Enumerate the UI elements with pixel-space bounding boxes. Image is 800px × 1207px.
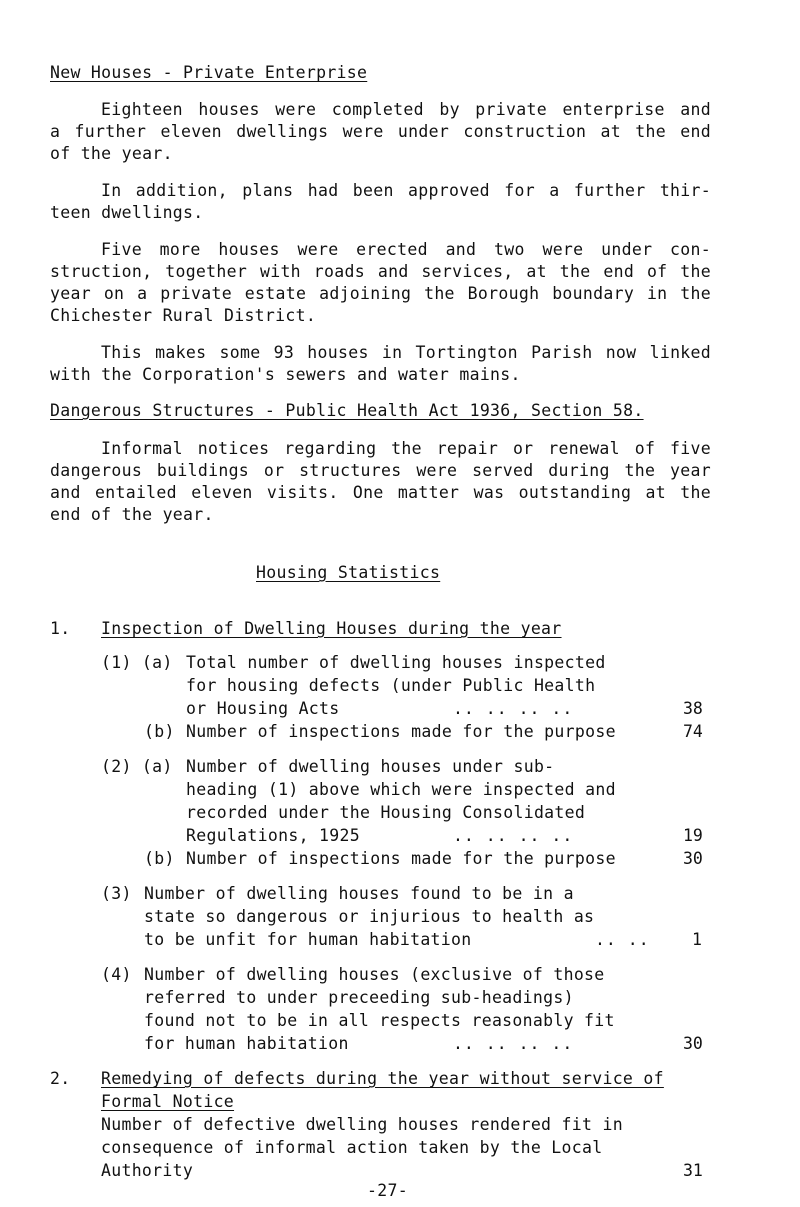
dangerous-line-3: and entailed eleven visits. One matter was outstanding at the: [50, 483, 711, 502]
sub2a-label: (2) (a): [101, 757, 173, 776]
item2-line-1: Number of defective dwelling houses rendered fit in: [101, 1115, 623, 1134]
item2-line-2: consequence of informal action taken by the Local: [101, 1138, 603, 1157]
sub3-leader-dots: .. ..: [595, 930, 650, 949]
para3-line-2: struction, together with roads and services, at the end of the: [50, 262, 711, 281]
para2-line-2: teen dwellings.: [50, 203, 204, 222]
sub4-label: (4): [101, 965, 132, 984]
para2-line-1: In addition, plans had been approved for a further thir-: [101, 181, 711, 200]
sub2a-line-4: Regulations, 1925: [186, 826, 360, 845]
sub4-leader-dots: .. .. .. ..: [453, 1034, 574, 1053]
sub2b-value: 30: [683, 849, 703, 868]
para3-line-1: Five more houses were erected and two were under con-: [101, 240, 711, 259]
sub4-line-2: referred to under preceeding sub-headings): [144, 988, 574, 1007]
dangerous-line-1: Informal notices regarding the repair or renewal of five: [101, 439, 711, 458]
sub4-line-1: Number of dwelling houses (exclusive of those: [144, 965, 605, 984]
para1-line-1: Eighteen houses were completed by private enterprise and: [101, 100, 711, 119]
dangerous-line-4: end of the year.: [50, 505, 214, 524]
sub4-line-4: for human habitation: [144, 1034, 349, 1053]
section-heading-dangerous-structures: Dangerous Structures - Public Health Act 1936, Section 58.: [50, 401, 644, 420]
sub1b-label: (b): [144, 722, 175, 741]
sub1a-label: (1) (a): [101, 653, 173, 672]
sub1a-line-1: Total number of dwelling houses inspected: [186, 653, 606, 672]
item2-heading-line-2: Formal Notice: [101, 1092, 235, 1111]
sub3-line-1: Number of dwelling houses found to be in a: [144, 884, 574, 903]
para3-line-3: year on a private estate adjoining the Borough boundary in the: [50, 284, 711, 303]
item2-value: 31: [683, 1161, 703, 1180]
para4-line-1: This makes some 93 houses in Tortington Parish now linked: [101, 343, 711, 362]
sub1a-line-3: or Housing Acts: [186, 699, 340, 718]
sub1a-leader-dots: .. .. .. ..: [453, 699, 574, 718]
item2-line-3: Authority: [101, 1161, 194, 1180]
sub1a-line-2: for housing defects (under Public Health: [186, 676, 596, 695]
item1-heading: Inspection of Dwelling Houses during the year: [101, 619, 562, 638]
item1-number: 1.: [50, 619, 71, 638]
sub2b-label: (b): [144, 849, 175, 868]
sub2a-value: 19: [683, 826, 703, 845]
sub1a-value: 38: [683, 699, 703, 718]
sub3-value: 1: [692, 930, 702, 949]
sub4-value: 30: [683, 1034, 703, 1053]
para1-line-3: of the year.: [50, 144, 173, 163]
sub3-line-2: state so dangerous or injurious to health as: [144, 907, 595, 926]
sub3-line-3: to be unfit for human habitation: [144, 930, 472, 949]
sub2b-line-1: Number of inspections made for the purpose: [186, 849, 616, 868]
sub4-line-3: found not to be in all respects reasonably fit: [144, 1011, 615, 1030]
section-heading-new-houses: New Houses - Private Enterprise: [50, 63, 368, 82]
sub2a-leader-dots: .. .. .. ..: [453, 826, 574, 845]
sub2a-line-3: recorded under the Housing Consolidated: [186, 803, 586, 822]
item2-number: 2.: [50, 1069, 71, 1088]
item2-heading-line-1: Remedying of defects during the year without service of: [101, 1069, 664, 1088]
sub1b-line-1: Number of inspections made for the purpose: [186, 722, 616, 741]
sub1b-value: 74: [683, 722, 703, 741]
sub3-label: (3): [101, 884, 132, 903]
sub2a-line-2: heading (1) above which were inspected and: [186, 780, 616, 799]
para4-line-2: with the Corporation's sewers and water mains.: [50, 365, 521, 384]
para1-line-2: a further eleven dwellings were under construction at the end: [50, 122, 711, 141]
dangerous-line-2: dangerous buildings or structures were served during the year: [50, 461, 711, 480]
page-number: -27-: [367, 1181, 408, 1200]
sub2a-line-1: Number of dwelling houses under sub-: [186, 757, 555, 776]
housing-statistics-title: Housing Statistics: [256, 563, 441, 582]
para3-line-4: Chichester Rural District.: [50, 306, 317, 325]
